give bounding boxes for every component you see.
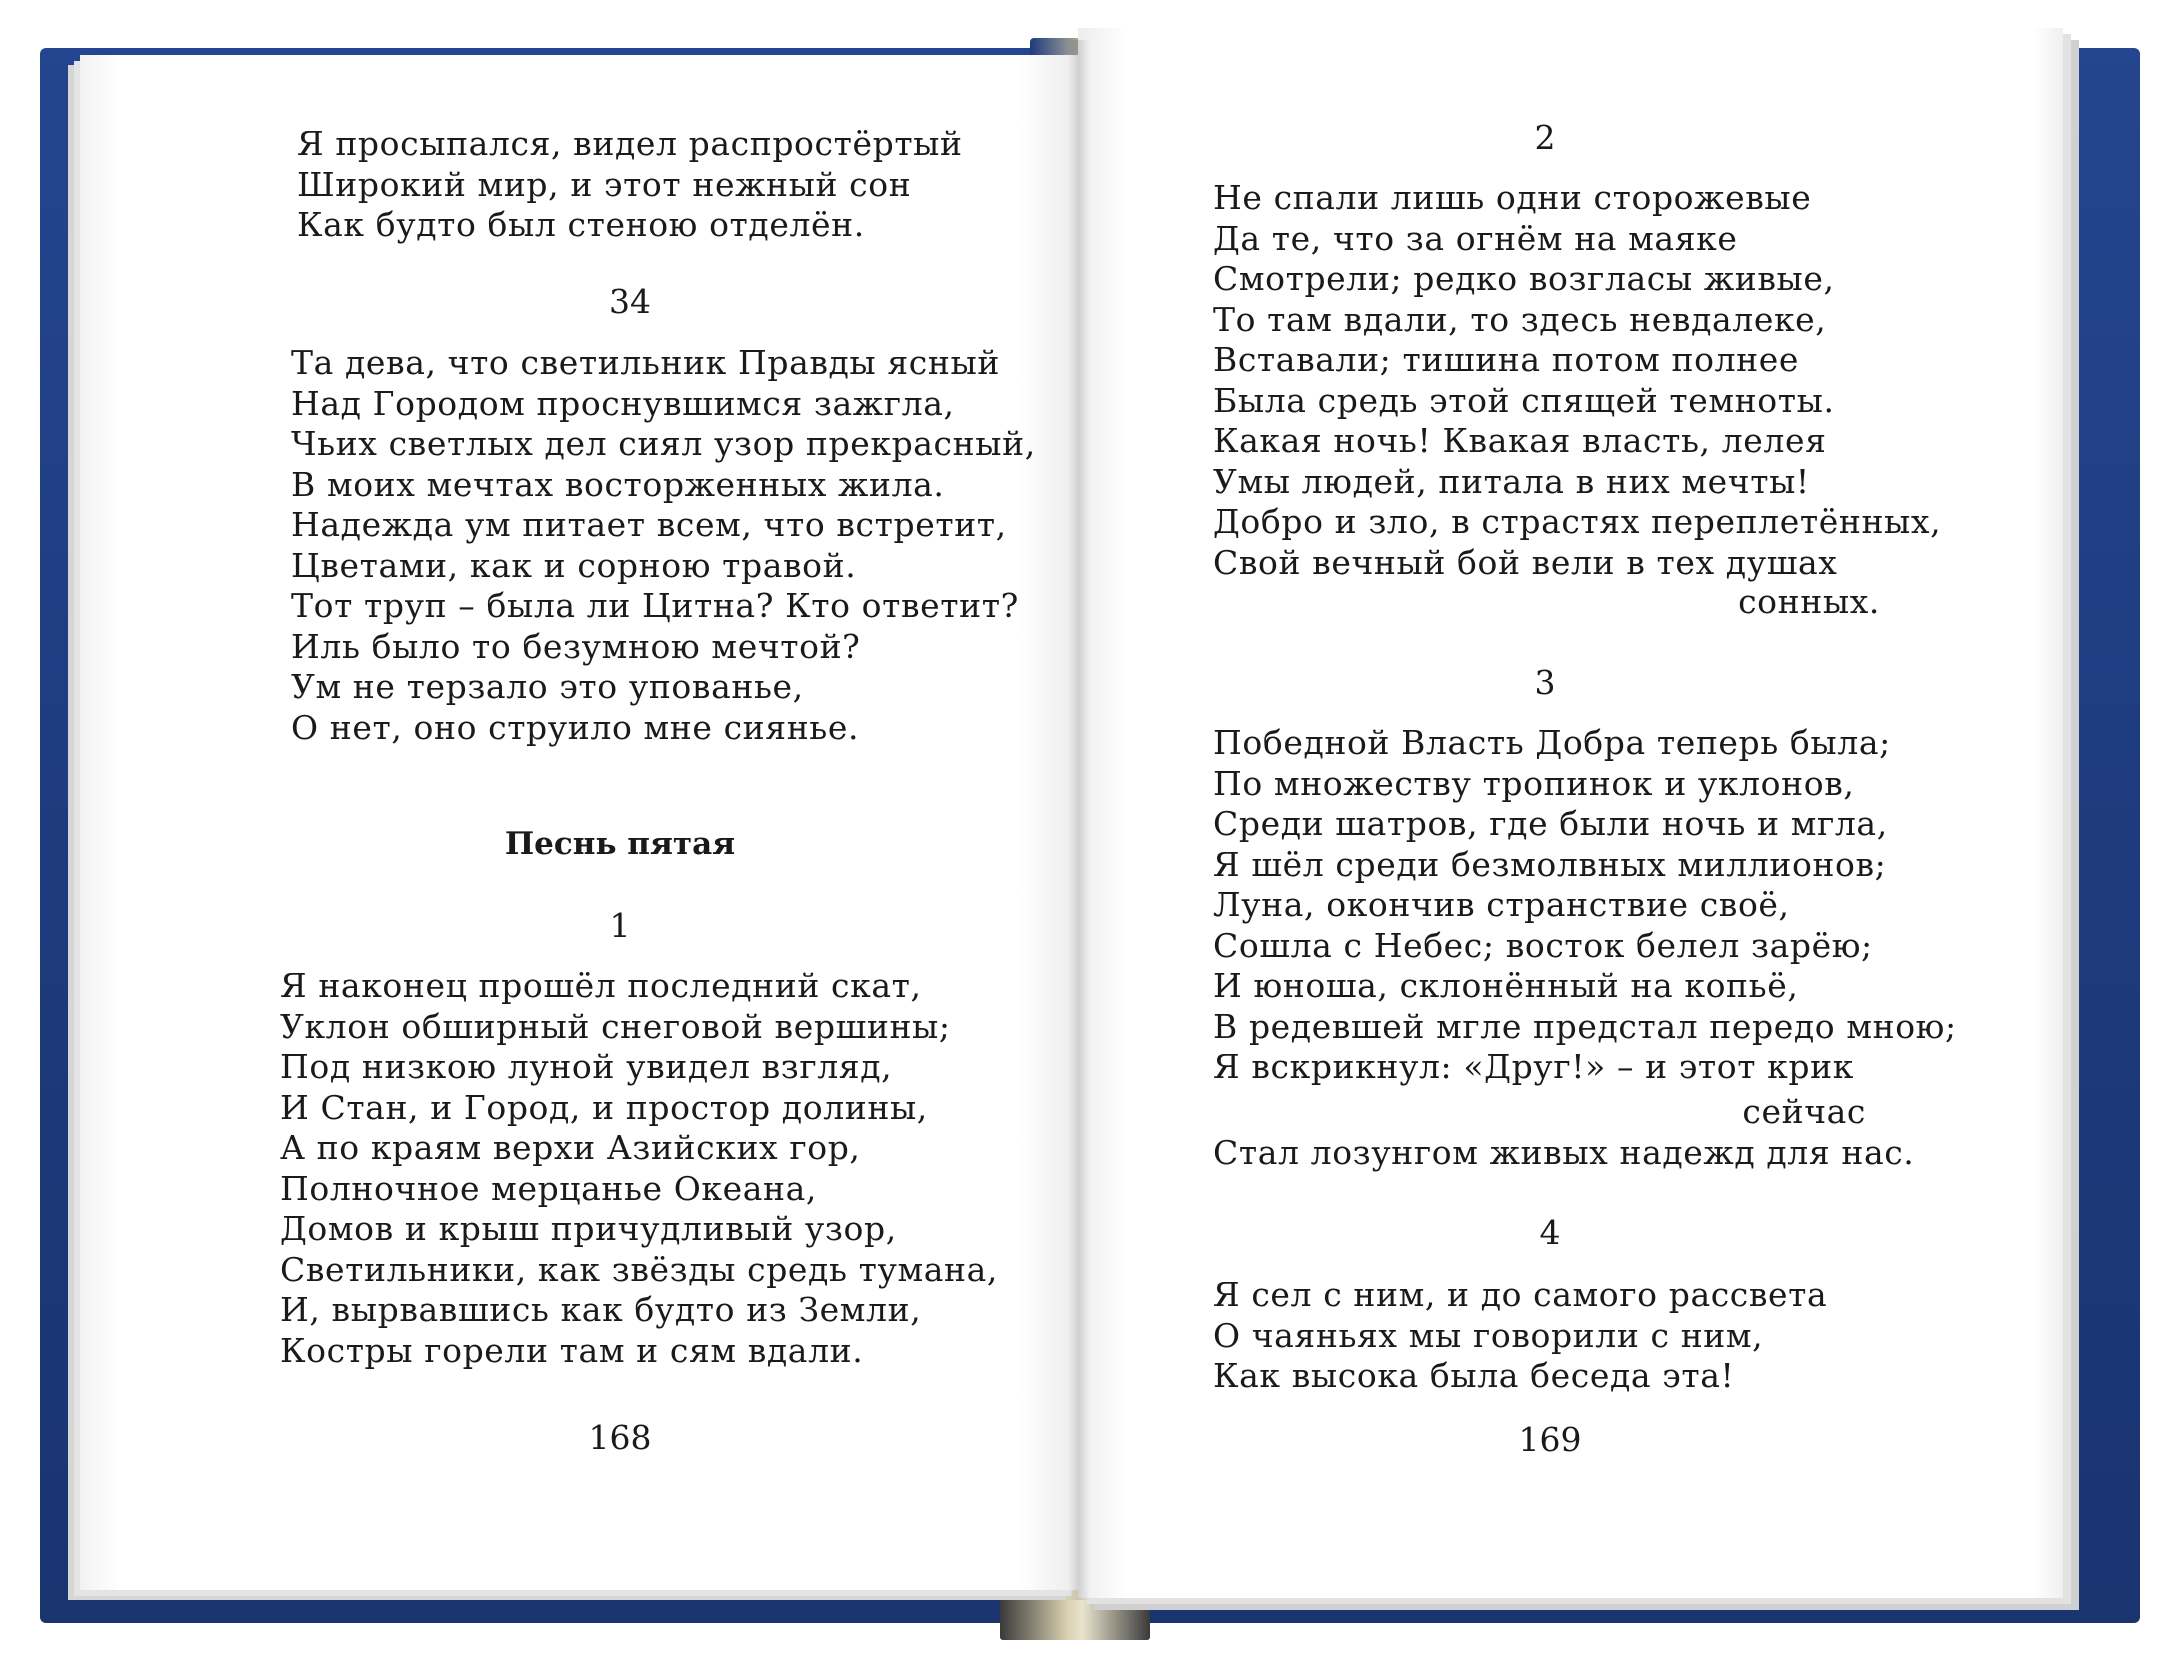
verse-line: Чьих светлых дел сиял узор прекрасный, — [291, 424, 1036, 463]
verse-line: Я вскрикнул: «Друг!» – и этот крик — [1213, 1047, 1854, 1086]
stanza-number-3: 3 — [1534, 663, 1556, 702]
verse-line: Какая ночь! Квакая власть, лелея — [1213, 421, 1827, 460]
page-number-right: 169 — [1518, 1420, 1582, 1459]
stanza-number-2: 2 — [1534, 118, 1556, 157]
verse-line: О чаяньях мы говорили с ним, — [1213, 1315, 1764, 1355]
verse-line: Иль было то безумною мечтой? — [291, 626, 861, 666]
stanza-1 — [280, 966, 998, 1371]
stanza-3-last-line: Стал лозунгом живых надежд для нас. — [1213, 1133, 1915, 1172]
verse-line: В моих мечтах восторженных жила. — [291, 464, 945, 504]
verse-line: Среди шатров, где были ночь и мгла, — [1213, 804, 1888, 843]
stanza-3 — [1213, 723, 1957, 1088]
verse-line: Смотрели; редко возгласы живые, — [1213, 259, 1835, 298]
verse-line: Над Городом проснувшимся зажгла, — [291, 383, 955, 423]
verse-line: Цветами, как и сорною травой. — [291, 545, 857, 585]
canto-heading: Песнь пятая — [504, 826, 736, 862]
verse-line: Я сел с ним, и до самого рассвета — [1213, 1275, 1828, 1314]
verse-line: Ум не терзало это упованье, — [291, 667, 804, 706]
verse-line: В редевшей мгле предстал передо мною; — [1213, 1006, 1957, 1046]
verse-line: Как будто был стеною отделён. — [297, 205, 865, 244]
verse-line: Надежда ум питает всем, что встретит, — [291, 505, 1007, 544]
verse-line: Сошла с Небес; восток белел зарёю; — [1213, 925, 1873, 965]
verse-line: Не спали лишь одни сторожевые — [1213, 178, 1812, 217]
stanza-4 — [1213, 1275, 1827, 1397]
verse-line: Луна, окончив странствие своё, — [1213, 885, 1790, 924]
verse-line: И юноша, склонённый на копьё, — [1213, 966, 1799, 1005]
verse-line: Вставали; тишина потом полнее — [1213, 340, 1799, 379]
page-number-left: 168 — [588, 1418, 652, 1457]
verse-line: Тот труп – была ли Цитна? Кто ответит? — [291, 586, 1019, 625]
verse-line: Костры горели там и сям вдали. — [280, 1330, 864, 1370]
verse-line: Свой вечный бой вели в тех душах — [1213, 542, 1838, 582]
verse-line: Я просыпался, видел распростёртый — [297, 124, 963, 163]
verse-line: Уклон обширный снеговой вершины; — [280, 1006, 951, 1046]
stanza-number-4: 4 — [1539, 1213, 1561, 1252]
verse-line: То там вдали, то здесь невдалеке, — [1213, 299, 1827, 339]
verse-line: Я шёл среди безмолвных миллионов; — [1213, 844, 1887, 884]
verse-line: А по краям верхи Азийских гор, — [280, 1128, 861, 1167]
verse-line: Под низкою луной увидел взгляд, — [280, 1047, 893, 1086]
verse-line: Полночное мерцанье Океана, — [280, 1168, 818, 1208]
verse-line: И Стан, и Город, и простор долины, — [280, 1087, 928, 1127]
verse-line: Светильники, как звёзды средь тумана, — [280, 1249, 999, 1289]
stanza-number-34: 34 — [609, 282, 651, 321]
stanza-34 — [291, 343, 1036, 748]
verse-line: Широкий мир, и этот нежный сон — [297, 164, 912, 204]
stanza-2 — [1213, 178, 1941, 583]
page-gutter — [1068, 40, 1090, 1600]
verse-line: Победной Власть Добра теперь была; — [1213, 723, 1891, 762]
verse-line: По множеству тропинок и уклонов, — [1213, 763, 1855, 803]
stanza-3-runover: сейчас — [1742, 1092, 1866, 1131]
stanza-number-1: 1 — [609, 906, 631, 945]
verse-line: Добро и зло, в страстях переплетённых, — [1213, 502, 1942, 541]
verse-line: Была средь этой спящей темноты. — [1213, 380, 1835, 420]
verse-line: Как высока была беседа эта! — [1213, 1356, 1735, 1395]
verse-line: О нет, оно струило мне сиянье. — [291, 707, 860, 747]
verse-line: Та дева, что светильник Правды ясный — [291, 343, 1000, 382]
verse-line: И, вырвавшись как будто из Земли, — [280, 1290, 922, 1329]
left-intro-stanza — [297, 124, 963, 246]
verse-line: Я наконец прошёл последний скат, — [280, 966, 922, 1005]
verse-line: Да те, что за огнём на маяке — [1213, 218, 1738, 258]
verse-line: Умы людей, питала в них мечты! — [1213, 461, 1810, 501]
verse-line: Домов и крыш причудливый узор, — [280, 1209, 897, 1248]
stanza-2-runover: сонных. — [1738, 582, 1880, 621]
